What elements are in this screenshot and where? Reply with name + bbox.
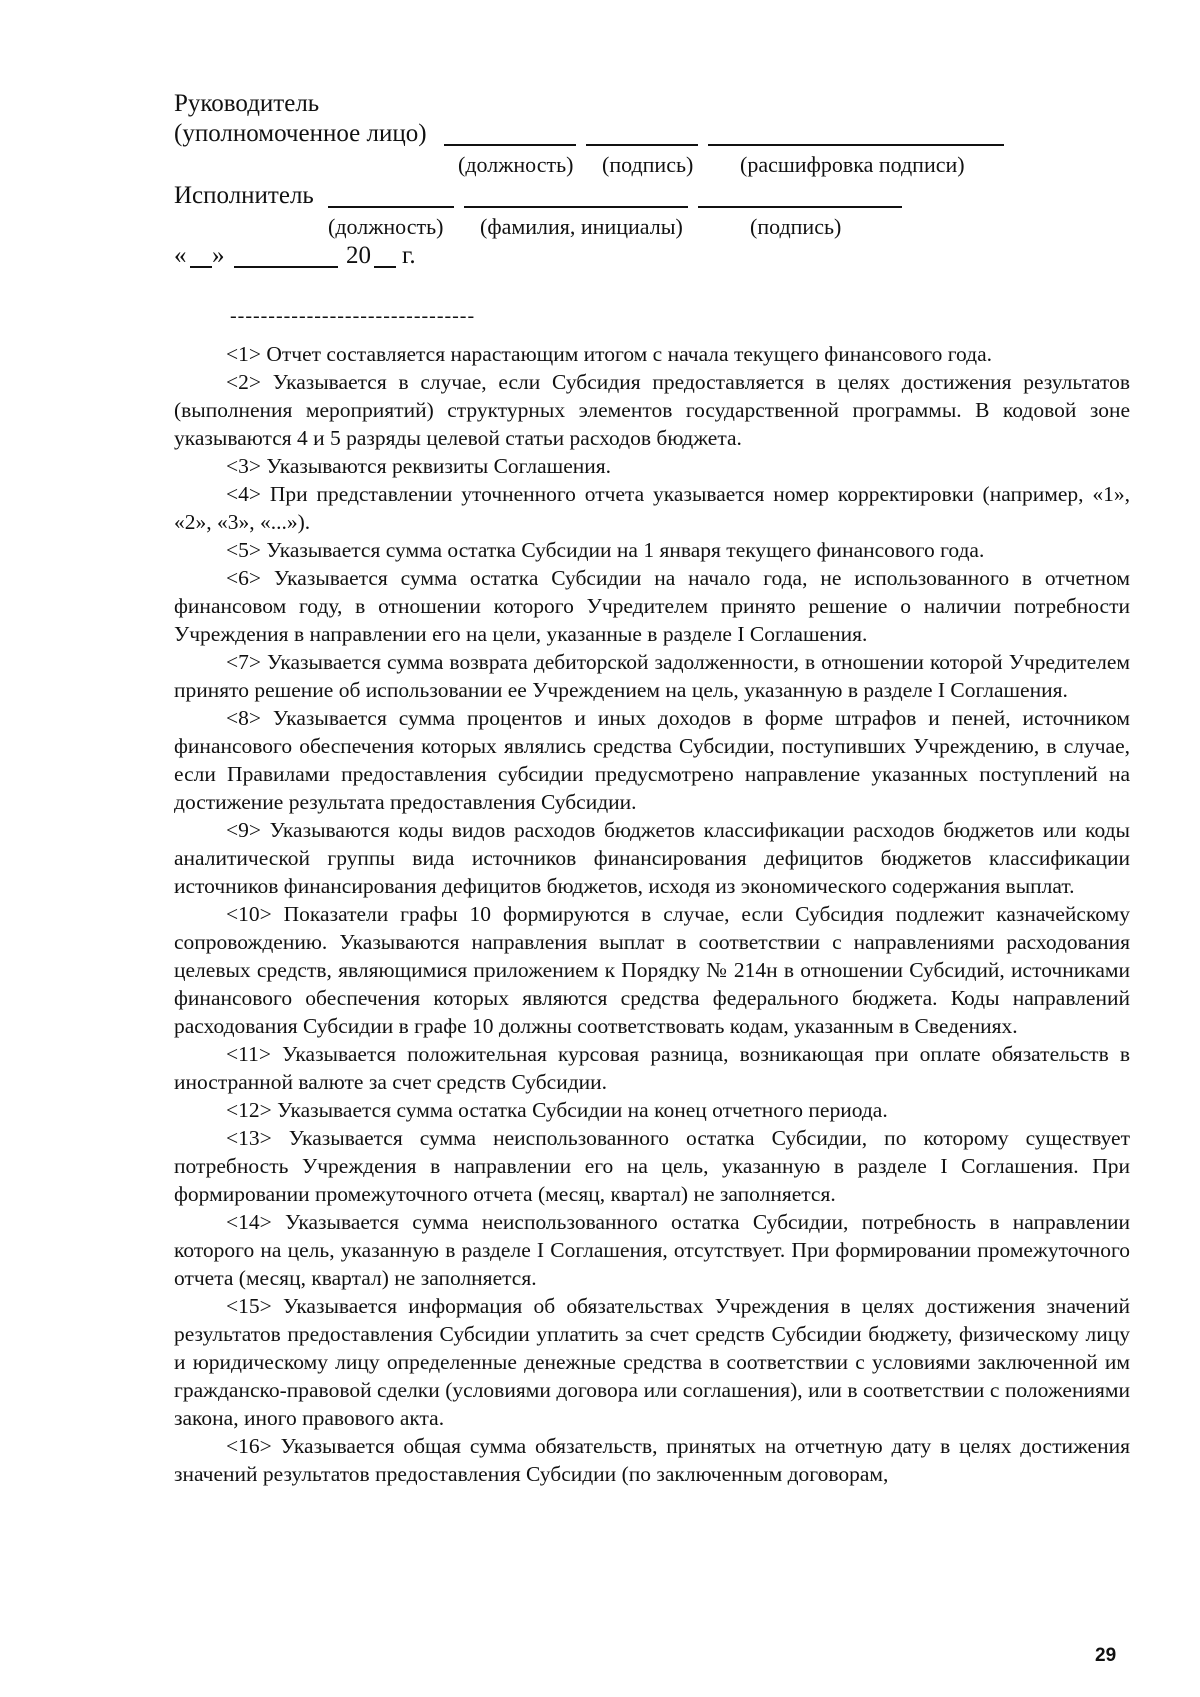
date-year-line (374, 266, 396, 268)
footnote-2: <2> Указывается в случае, если Субсидия предоставляется в целях достижения результатов (выполнения мероприятий) структурных элементов государственной программы. В кодовой зоне указываются 4 и 5 разряды целевой статьи расходов бюджета. (174, 370, 1130, 450)
footnote-6: <6> Указывается сумма остатка Субсидии на начало года, не использованного в отчетном финансовом году, в отношении которого Учредителем принято решение о наличии потребности Учреждения в направлении его на цели, указанные в разделе I Соглашения. (174, 566, 1130, 646)
footnote-12: <12> Указывается сумма остатка Субсидии на конец отчетного периода. (226, 1098, 888, 1122)
executor-caption-name: (фамилия, инициалы) (480, 214, 683, 239)
head-caption-signature: (подпись) (602, 152, 694, 177)
date-day-line (190, 266, 212, 268)
head-decoding-line (708, 144, 1004, 146)
head-caption-decoding: (расшифровка подписи) (740, 152, 965, 177)
date-open-quote: « (174, 242, 187, 269)
footnote-1: <1> Отчет составляется нарастающим итогом с начала текущего финансового года. (226, 342, 993, 366)
head-label-2: (уполномоченное лицо) (174, 120, 427, 147)
footnote-4: <4> При представлении уточненного отчета указывается номер корректировки (например, «1», «2», «3», «...»). (174, 482, 1130, 534)
date-close-quote: » (212, 242, 225, 269)
footnote-13: <13> Указывается сумма неиспользованного остатка Субсидии, по которому существует потребность Учреждения в направлении его на цель, указанную в разделе I Соглашения. При формировании промежуточного отчета (месяц, квартал) не заполняется. (174, 1126, 1130, 1206)
footnote-7: <7> Указывается сумма возврата дебиторской задолженности, в отношении которой Учредителем принято решение об использовании ее Учреждением на цель, указанную в разделе I Соглашения. (174, 650, 1130, 702)
executor-caption-position: (должность) (328, 214, 444, 239)
executor-name-line (464, 206, 688, 208)
page-number: 29 (1095, 1645, 1117, 1666)
footnote-9: <9> Указываются коды видов расходов бюджетов классификации расходов бюджетов или коды аналитической группы вида источников финансирования дефицитов бюджетов классификации источников финансирования дефицитов бюджетов, исходя из экономического содержания выплат. (174, 818, 1130, 898)
executor-label: Исполнитель (174, 182, 314, 209)
footnote-11: <11> Указывается положительная курсовая разница, возникающая при оплате обязательств в иностранной валюте за счет средств Субсидии. (174, 1042, 1130, 1094)
head-label-1: Руководитель (174, 90, 320, 117)
executor-position-line (328, 206, 454, 208)
date-month-line (234, 266, 338, 268)
footnote-16: <16> Указывается общая сумма обязательств, принятых на отчетную дату в целях достижения значений результатов предоставления Субсидии (по заключенным договорам, (174, 1434, 1130, 1486)
head-caption-position: (должность) (458, 152, 574, 177)
footnotes (174, 340, 1130, 1488)
footnote-3: <3> Указываются реквизиты Соглашения. (226, 454, 612, 478)
head-signature-line (586, 144, 698, 146)
executor-signature-line (698, 206, 902, 208)
date-year-prefix: 20 (346, 242, 371, 269)
footnote-8: <8> Указывается сумма процентов и иных доходов в форме штрафов и пеней, источником финансового обеспечения которых являлись средства Субсидии, поступивших Учреждению, в случае, если Правилами предоставления субсидии предусмотрено направление указанных поступлений на достижение результата предоставления Субсидии. (174, 706, 1130, 814)
footnote-14: <14> Указывается сумма неиспользованного остатка Субсидии, потребность в направлении которого на цель, указанную в разделе I Соглашения, отсутствует. При формировании промежуточного отчета (месяц, квартал) не заполняется. (174, 1210, 1130, 1290)
footnote-15: <15> Указывается информация об обязательствах Учреждения в целях достижения значений результатов предоставления Субсидии уплатить за счет средств Субсидии бюджету, физическому лицу и юридическому лицу определенные денежные средства в соответствии с условиями заключенной им гражданско-правовой сделки (условиями договора или соглашения), или в соответствии с положениями закона, иного правового акта. (174, 1294, 1130, 1430)
footnote-10: <10> Показатели графы 10 формируются в случае, если Субсидия подлежит казначейскому сопровождению. Указываются направления выплат в соответствии с направлениями расходования целевых средств, являющимися приложением к Порядку № 214н в отношении Субсидий, источниками финансового обеспечения которых являются средства федерального бюджета. Коды направлений расходования Субсидии в графе 10 должны соответствовать кодам, указанным в Сведениях. (174, 902, 1130, 1038)
head-position-line (444, 144, 576, 146)
footnote-5: <5> Указывается сумма остатка Субсидии на 1 января текущего финансового года. (226, 538, 985, 562)
footnote-separator: -------------------------------- (230, 305, 476, 327)
date-year-suffix: г. (402, 242, 416, 269)
executor-caption-signature: (подпись) (750, 214, 842, 239)
